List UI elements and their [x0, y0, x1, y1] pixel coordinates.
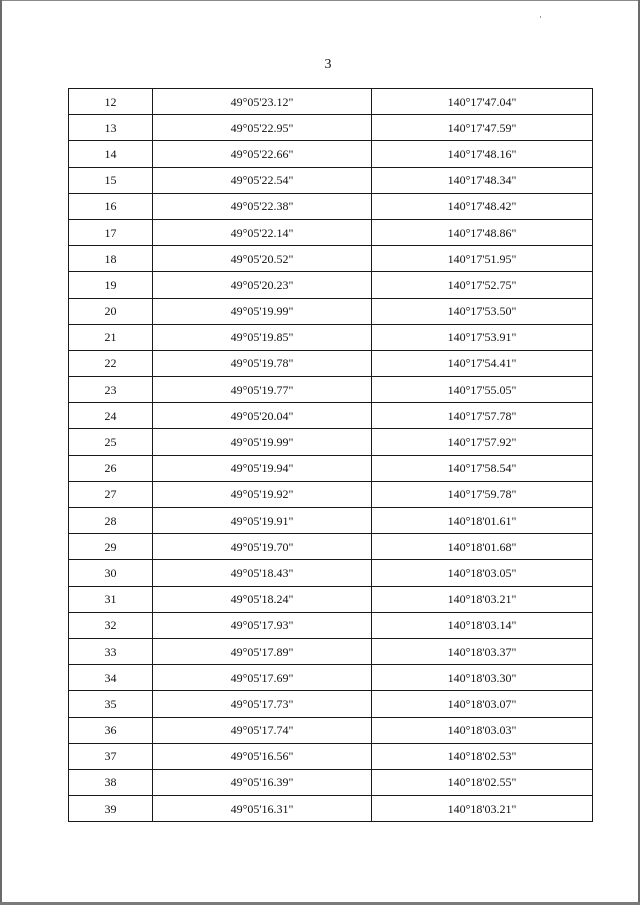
point-number-cell: 21	[69, 324, 153, 350]
longitude-cell: 140°17'48.34"	[372, 167, 593, 193]
table-row	[69, 508, 593, 534]
table-row	[69, 717, 593, 743]
point-number-cell: 36	[69, 717, 153, 743]
point-number-cell: 17	[69, 219, 153, 245]
table-row	[69, 455, 593, 481]
latitude-cell: 49°05'18.24"	[153, 586, 372, 612]
longitude-cell: 140°17'48.42"	[372, 193, 593, 219]
table-row	[69, 219, 593, 245]
point-number-cell: 20	[69, 298, 153, 324]
longitude-cell: 140°18'03.21"	[372, 586, 593, 612]
table-row	[69, 586, 593, 612]
latitude-cell: 49°05'20.23"	[153, 272, 372, 298]
longitude-cell: 140°18'03.14"	[372, 612, 593, 638]
point-number-cell: 30	[69, 560, 153, 586]
longitude-cell: 140°17'48.86"	[372, 219, 593, 245]
latitude-cell: 49°05'23.12"	[153, 89, 372, 115]
latitude-cell: 49°05'19.99"	[153, 298, 372, 324]
table-row	[69, 481, 593, 507]
latitude-cell: 49°05'19.85"	[153, 324, 372, 350]
latitude-cell: 49°05'20.52"	[153, 246, 372, 272]
longitude-cell: 140°17'54.41"	[372, 350, 593, 376]
point-number-cell: 23	[69, 377, 153, 403]
table-row	[69, 560, 593, 586]
point-number-cell: 37	[69, 743, 153, 769]
point-number-cell: 26	[69, 455, 153, 481]
latitude-cell: 49°05'19.77"	[153, 377, 372, 403]
table-row	[69, 167, 593, 193]
latitude-cell: 49°05'16.39"	[153, 769, 372, 795]
point-number-cell: 33	[69, 638, 153, 664]
point-number-cell: 15	[69, 167, 153, 193]
point-number-cell: 14	[69, 141, 153, 167]
longitude-cell: 140°18'03.05"	[372, 560, 593, 586]
longitude-cell: 140°17'48.16"	[372, 141, 593, 167]
table-row	[69, 691, 593, 717]
longitude-cell: 140°17'53.91"	[372, 324, 593, 350]
table-row	[69, 612, 593, 638]
longitude-cell: 140°18'02.53"	[372, 743, 593, 769]
longitude-cell: 140°18'02.55"	[372, 769, 593, 795]
point-number-cell: 32	[69, 612, 153, 638]
table-row	[69, 272, 593, 298]
latitude-cell: 49°05'17.89"	[153, 638, 372, 664]
longitude-cell: 140°18'01.61"	[372, 508, 593, 534]
longitude-cell: 140°17'47.04"	[372, 89, 593, 115]
latitude-cell: 49°05'22.66"	[153, 141, 372, 167]
point-number-cell: 35	[69, 691, 153, 717]
table-row	[69, 115, 593, 141]
longitude-cell: 140°17'58.54"	[372, 455, 593, 481]
longitude-cell: 140°17'47.59"	[372, 115, 593, 141]
table-row	[69, 638, 593, 664]
point-number-cell: 27	[69, 481, 153, 507]
latitude-cell: 49°05'17.69"	[153, 665, 372, 691]
latitude-cell: 49°05'17.73"	[153, 691, 372, 717]
table-row	[69, 246, 593, 272]
table-row	[69, 350, 593, 376]
table-row	[69, 403, 593, 429]
table-row	[69, 377, 593, 403]
table-row	[69, 796, 593, 822]
point-number-cell: 39	[69, 796, 153, 822]
latitude-cell: 49°05'22.14"	[153, 219, 372, 245]
longitude-cell: 140°17'57.78"	[372, 403, 593, 429]
latitude-cell: 49°05'19.70"	[153, 534, 372, 560]
scan-speck	[540, 16, 541, 18]
point-number-cell: 19	[69, 272, 153, 298]
latitude-cell: 49°05'22.38"	[153, 193, 372, 219]
point-number-cell: 12	[69, 89, 153, 115]
table-row	[69, 324, 593, 350]
scan-edge-top	[0, 0, 640, 4]
longitude-cell: 140°18'03.30"	[372, 665, 593, 691]
longitude-cell: 140°17'51.95"	[372, 246, 593, 272]
point-number-cell: 18	[69, 246, 153, 272]
latitude-cell: 49°05'22.95"	[153, 115, 372, 141]
point-number-cell: 31	[69, 586, 153, 612]
table-row	[69, 193, 593, 219]
coordinates-table-body	[69, 89, 593, 822]
latitude-cell: 49°05'22.54"	[153, 167, 372, 193]
longitude-cell: 140°17'52.75"	[372, 272, 593, 298]
table-row	[69, 429, 593, 455]
page-number: 3	[324, 57, 332, 72]
point-number-cell: 29	[69, 534, 153, 560]
coordinates-table	[68, 88, 593, 822]
table-row	[69, 141, 593, 167]
point-number-cell: 38	[69, 769, 153, 795]
latitude-cell: 49°05'19.99"	[153, 429, 372, 455]
latitude-cell: 49°05'17.93"	[153, 612, 372, 638]
latitude-cell: 49°05'19.94"	[153, 455, 372, 481]
point-number-cell: 28	[69, 508, 153, 534]
longitude-cell: 140°17'57.92"	[372, 429, 593, 455]
latitude-cell: 49°05'16.31"	[153, 796, 372, 822]
latitude-cell: 49°05'17.74"	[153, 717, 372, 743]
longitude-cell: 140°17'53.50"	[372, 298, 593, 324]
point-number-cell: 13	[69, 115, 153, 141]
longitude-cell: 140°18'03.03"	[372, 717, 593, 743]
table-row	[69, 89, 593, 115]
latitude-cell: 49°05'19.91"	[153, 508, 372, 534]
table-row	[69, 298, 593, 324]
point-number-cell: 22	[69, 350, 153, 376]
table-row	[69, 743, 593, 769]
point-number-cell: 24	[69, 403, 153, 429]
longitude-cell: 140°18'03.21"	[372, 796, 593, 822]
latitude-cell: 49°05'19.92"	[153, 481, 372, 507]
longitude-cell: 140°18'03.07"	[372, 691, 593, 717]
point-number-cell: 34	[69, 665, 153, 691]
longitude-cell: 140°18'01.68"	[372, 534, 593, 560]
longitude-cell: 140°18'03.37"	[372, 638, 593, 664]
latitude-cell: 49°05'20.04"	[153, 403, 372, 429]
latitude-cell: 49°05'16.56"	[153, 743, 372, 769]
latitude-cell: 49°05'18.43"	[153, 560, 372, 586]
table-row	[69, 769, 593, 795]
point-number-cell: 16	[69, 193, 153, 219]
latitude-cell: 49°05'19.78"	[153, 350, 372, 376]
longitude-cell: 140°17'59.78"	[372, 481, 593, 507]
table-row	[69, 665, 593, 691]
table-row	[69, 534, 593, 560]
scan-edge-left	[0, 0, 2, 905]
longitude-cell: 140°17'55.05"	[372, 377, 593, 403]
point-number-cell: 25	[69, 429, 153, 455]
